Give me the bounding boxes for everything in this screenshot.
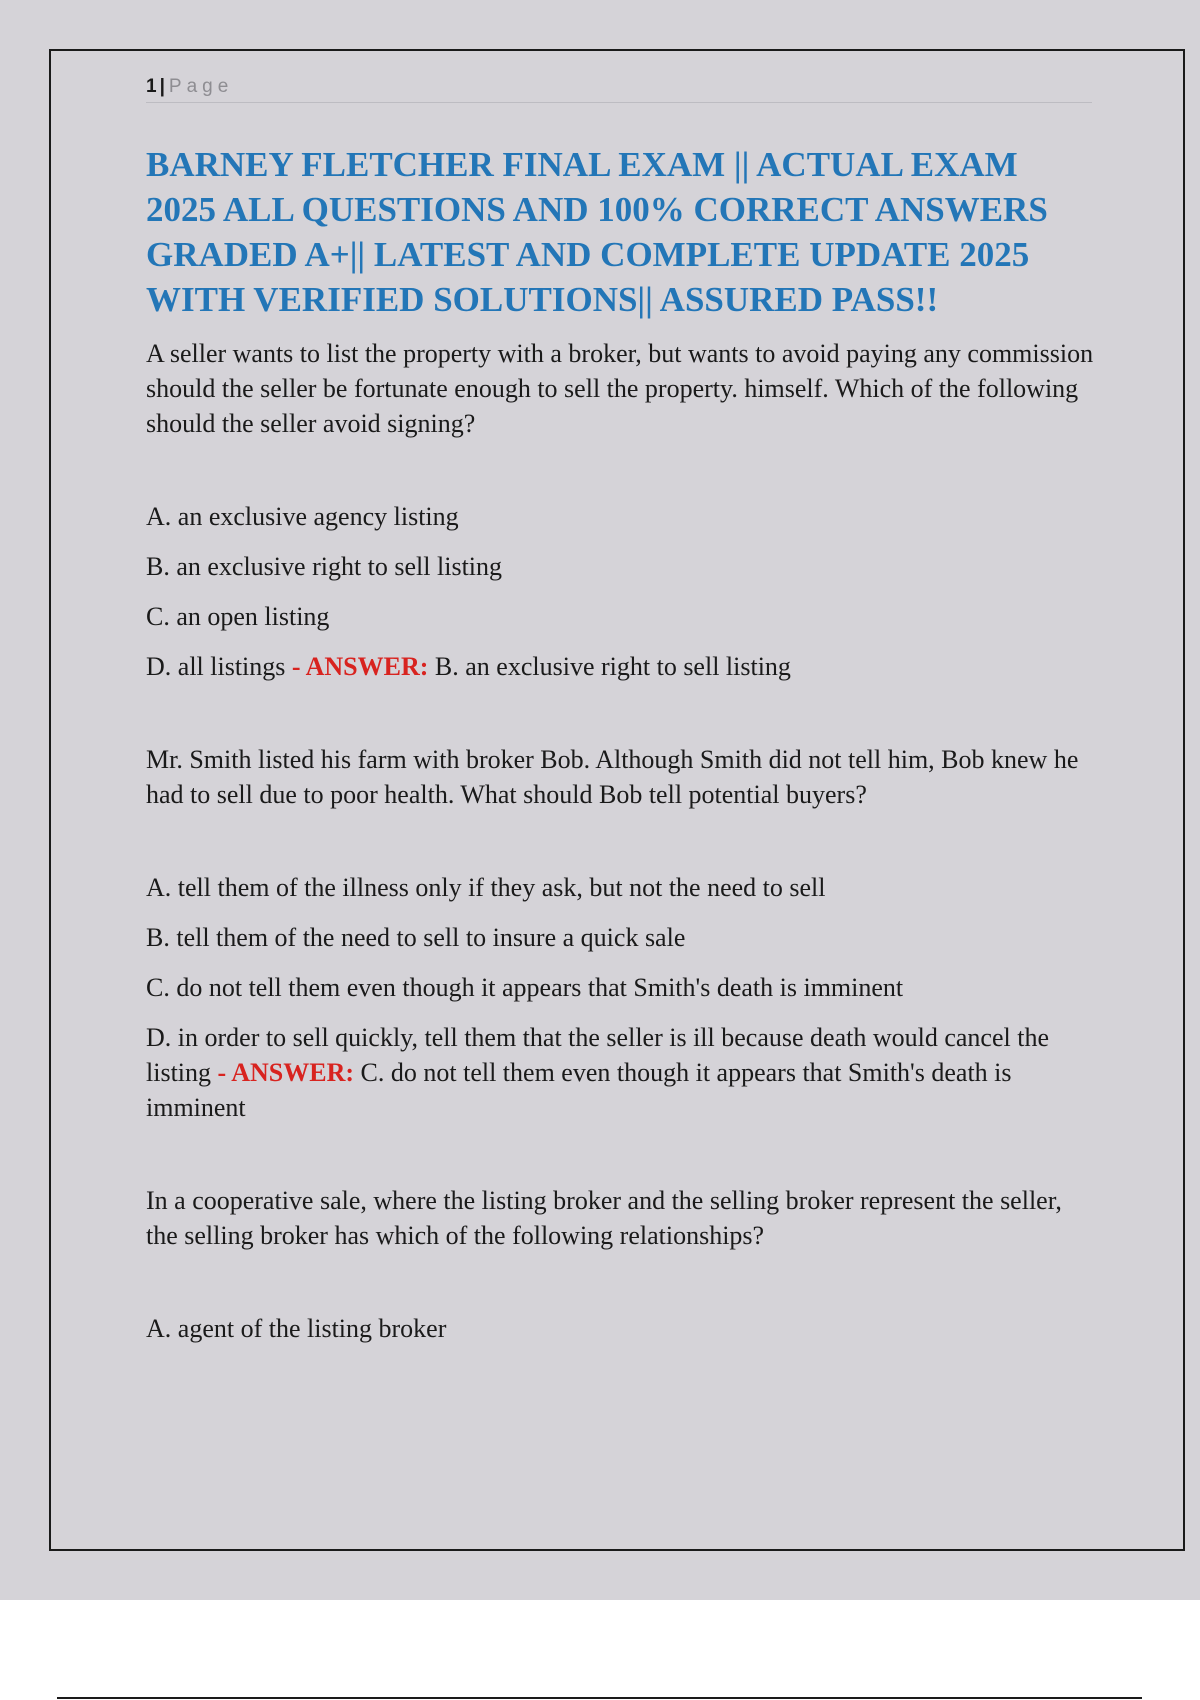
option-a: A. tell them of the illness only if they ask, but not the need to sell (146, 873, 826, 902)
option-d: D. all listings (146, 652, 286, 681)
answer-text: C. do not tell them even though it appears that Smith's death is imminent (146, 1058, 1012, 1122)
question-text: Mr. Smith listed his farm with broker Bob. Although Smith did not tell him, Bob knew he had to sell due to poor health. What should Bob tell potential buyers? (146, 745, 1079, 809)
option-a: A. an exclusive agency listing (146, 502, 459, 531)
question-text: In a cooperative sale, where the listing broker and the selling broker represent the seller, the selling broker has which of the following relationships? (146, 1186, 1062, 1250)
question-block (146, 1183, 1096, 1346)
document-content (146, 142, 1096, 1404)
question-block (146, 336, 1096, 684)
options-list (146, 1311, 1096, 1346)
option-a: A. agent of the listing broker (146, 1314, 447, 1343)
answer-label: - ANSWER: (291, 652, 429, 681)
footer-rule (57, 1697, 1142, 1699)
page-separator: | (159, 76, 165, 97)
page-header (146, 74, 1092, 103)
option-b: B. tell them of the need to sell to insure a quick sale (146, 923, 686, 952)
page-word: Page (168, 76, 234, 97)
page-number: 1 (146, 76, 157, 97)
document-title: BARNEY FLETCHER FINAL EXAM || ACTUAL EXAM 2025 ALL QUESTIONS AND 100% CORRECT ANSWERS GRADED A+|| LATEST AND COMPLETE UPDATE 2025 WITH VERIFIED SOLUTIONS|| ASSURED PASS!! (146, 145, 1048, 319)
options-list (146, 499, 1096, 684)
options-list (146, 870, 1096, 1125)
option-d: D. in order to sell quickly, tell them that the seller is ill because death would cancel the listing (146, 1023, 1049, 1087)
option-c: C. an open listing (146, 602, 330, 631)
question-block (146, 742, 1096, 1125)
answer-text: B. an exclusive right to sell listing (434, 652, 791, 681)
option-b: B. an exclusive right to sell listing (146, 552, 503, 581)
question-text: A seller wants to list the property with a broker, but wants to avoid paying any commission should the seller be fortunate enough to sell the property. himself. Which of the following should the seller avoid signing? (146, 339, 1094, 438)
answer-label: - ANSWER: (217, 1058, 355, 1087)
option-d-with-answer (146, 1020, 1096, 1125)
option-d-with-answer (146, 649, 1096, 684)
option-c: C. do not tell them even though it appears that Smith's death is imminent (146, 973, 904, 1002)
